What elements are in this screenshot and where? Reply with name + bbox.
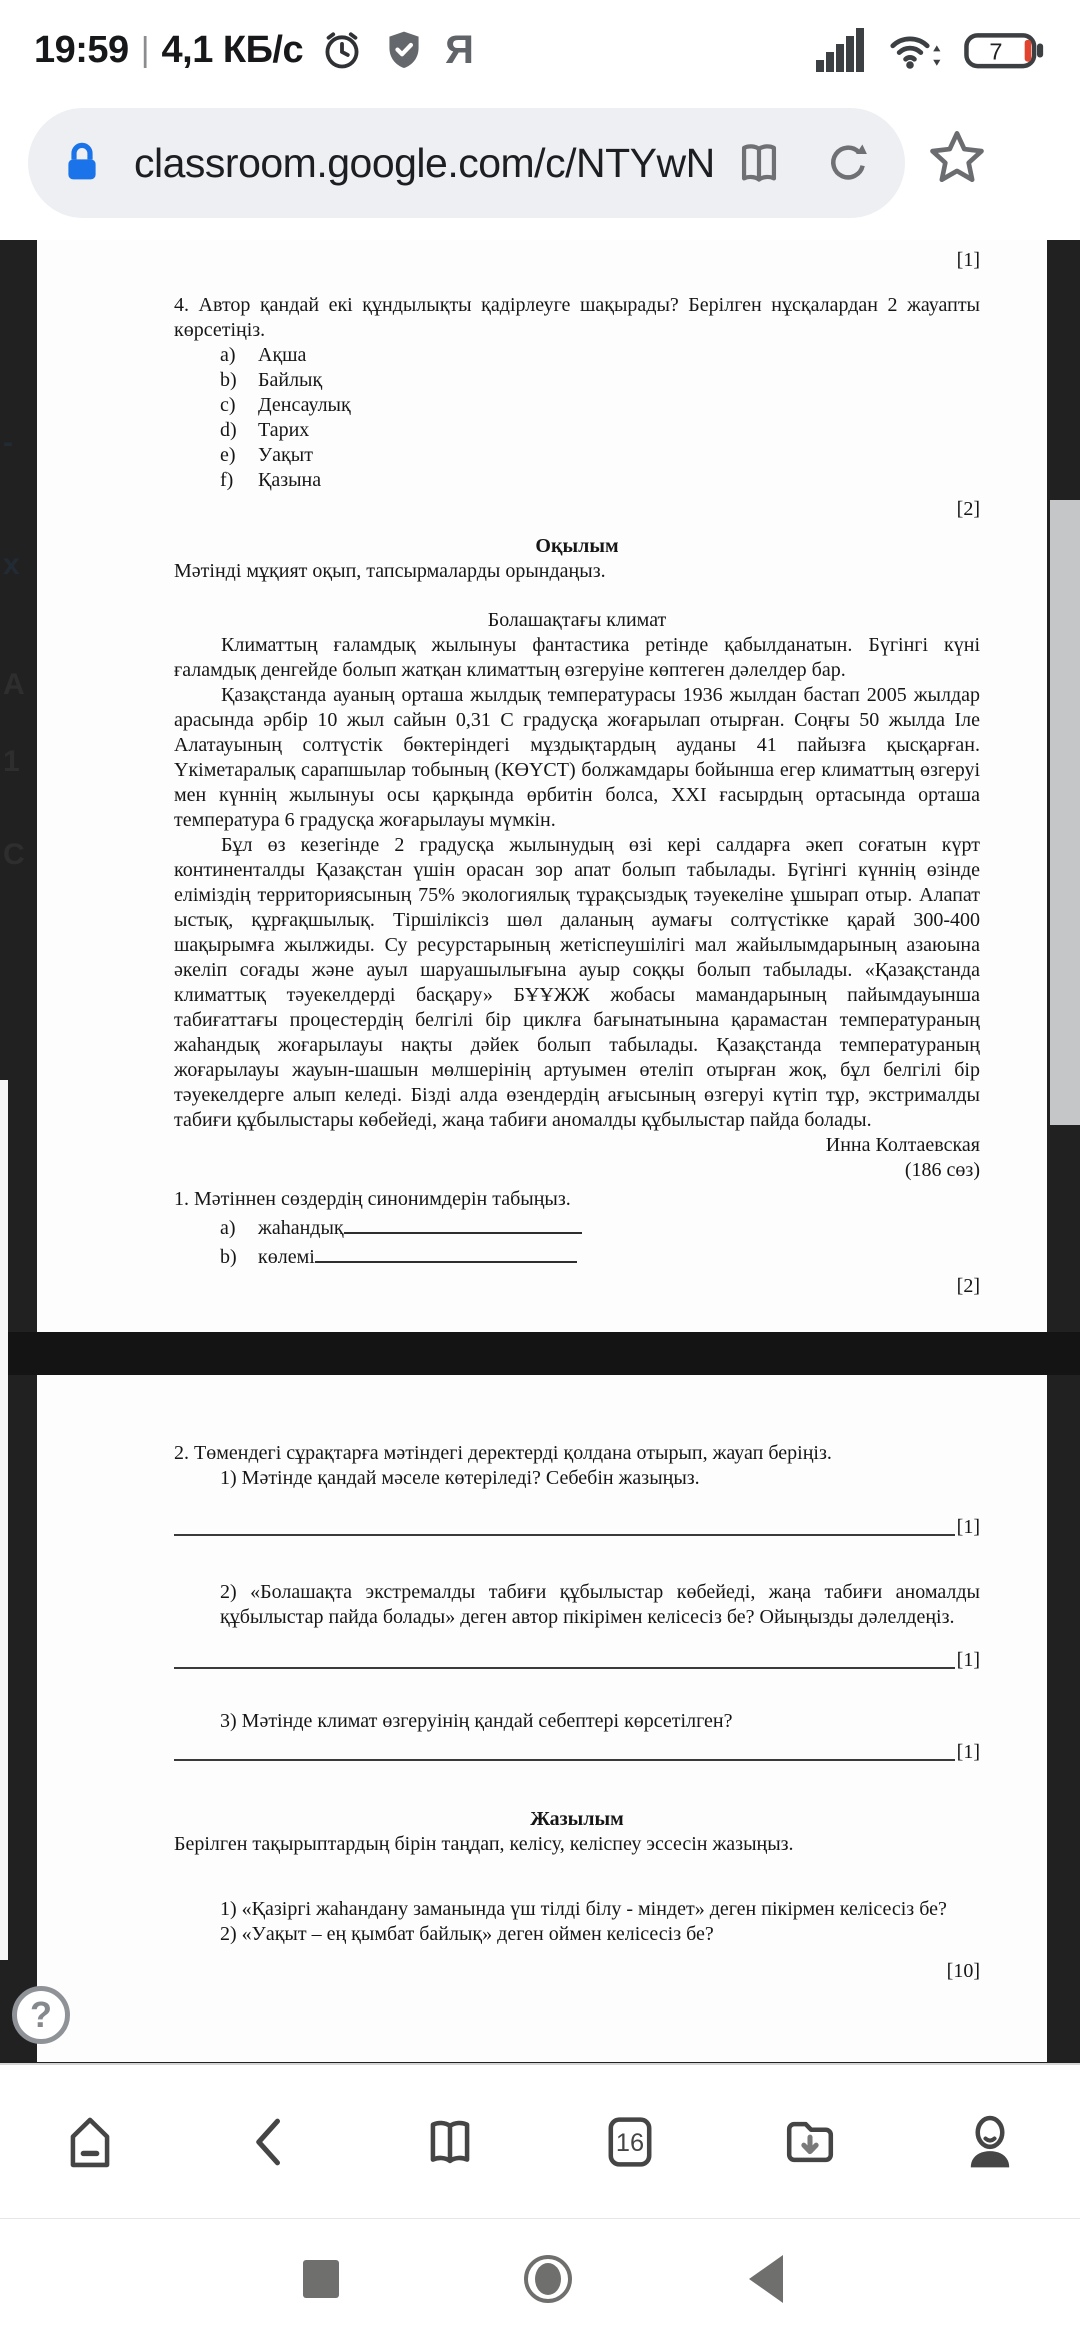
home-button-core bbox=[535, 2263, 561, 2295]
answer-blank bbox=[315, 1241, 577, 1263]
option-row bbox=[220, 468, 980, 493]
question-1-text: 1. Мәтіннен сөздердің синонимдерін табыңыз. bbox=[174, 1188, 571, 1210]
answer-line bbox=[174, 1515, 980, 1540]
score-mark: [1] bbox=[956, 1516, 980, 1538]
home-icon bbox=[58, 2110, 122, 2174]
profile-icon bbox=[958, 2110, 1022, 2174]
question-4-options bbox=[220, 343, 980, 493]
edge-artifact: - bbox=[3, 426, 13, 459]
score-mark-top: [1] bbox=[956, 249, 980, 271]
option-key: b) bbox=[220, 1246, 237, 1268]
question-2-intro: 2. Төмендегі сұрақтарға мәтіндегі деректерді қолдана отырып, жауап беріңіз. bbox=[174, 1442, 832, 1464]
answer-line bbox=[174, 1740, 980, 1765]
writing-topic-2: 2) «Уақыт – ең қымбат байлық» деген оймен келісесіз бе? bbox=[220, 1923, 714, 1945]
tab-counter-icon bbox=[598, 2110, 662, 2174]
edge-artifact: A bbox=[3, 668, 25, 701]
status-bar bbox=[0, 0, 1080, 100]
signal-strength-icon bbox=[816, 28, 868, 72]
download-folder-icon bbox=[778, 2110, 842, 2174]
option-key: d) bbox=[220, 419, 237, 441]
option-label: Қазына bbox=[258, 469, 322, 491]
yandex-app-icon: Я bbox=[445, 27, 474, 72]
text-word-count: (186 сөз) bbox=[904, 1159, 980, 1181]
score-mark-q4: [2] bbox=[956, 498, 980, 520]
document-viewport[interactable] bbox=[0, 240, 1080, 2063]
battery-indicator bbox=[964, 30, 1046, 71]
question-2-sub-2: 2) «Болашақта экстремалды табиғи құбылыстар көбейеді, жаңа табиғи аномалды құбылыстар пайда болады» деген автор пікірімен келісесіз бе? Ойыңызды дәлелдеңіз. bbox=[220, 1581, 980, 1628]
android-home-button[interactable] bbox=[524, 2255, 572, 2303]
writing-instruction: Берілген тақырыптардың бірін таңдап, келісу, келіспеу эссесін жазыңыз. bbox=[174, 1833, 794, 1855]
option-label: Уақыт bbox=[258, 444, 313, 466]
status-separator: | bbox=[140, 30, 150, 69]
option-label: көлемі bbox=[258, 1246, 315, 1268]
downloads-button[interactable] bbox=[720, 2065, 900, 2218]
profile-button[interactable] bbox=[900, 2065, 1080, 2218]
option-row bbox=[220, 443, 980, 468]
option-key: a) bbox=[220, 1217, 236, 1239]
status-right-cluster bbox=[796, 27, 1046, 73]
reading-instruction: Мәтінді мұқият оқып, тапсырмаларды орындаңыз. bbox=[174, 560, 606, 582]
writing-heading: Жазылым bbox=[530, 1808, 624, 1830]
browser-chrome-top bbox=[0, 100, 1080, 240]
reader-mode-icon[interactable] bbox=[731, 135, 787, 191]
option-key: e) bbox=[220, 444, 236, 466]
text-paragraph-2: Қазақстанда ауаның орташа жылдық температурасы 1936 жылдан бастап 2005 жылдар арасында әрбір 10 жыл сайын 0,31 С градусқа жоғарылап отырған. Соңғы 50 жылда Іле Алатауының солтүстік бөктеріндегі мұздықтардың ауданы 41 пайызға қысқарған. Үкіметаралық сарапшылар тобының (КӨҮСТ) болжамдары бойынша егер климаттың өзгеруі мен күннің жылынуы осы қарқында өрбитін болса, XXI ғасырдың ортасында орташа температура 6 градусқа жоғарылауы мүмкін. bbox=[174, 684, 980, 831]
score-mark-q1: [2] bbox=[956, 1275, 980, 1297]
document-page-2 bbox=[37, 1375, 1047, 2062]
text-title: Болашақтағы климат bbox=[487, 609, 667, 631]
option-row bbox=[220, 1212, 980, 1241]
option-key: f) bbox=[220, 469, 234, 491]
back-chevron-icon bbox=[238, 2110, 302, 2174]
option-label: жаһандық bbox=[258, 1217, 344, 1239]
wifi-icon bbox=[888, 27, 944, 73]
option-row bbox=[220, 1241, 980, 1270]
question-4-text: 4. Автор қандай екі құндылықты қадірлеуге шақырады? Берілген нұсқалардан 2 жауапты көрсетіңіз. bbox=[174, 294, 980, 341]
network-speed-text: 4,1 КБ/с bbox=[161, 28, 304, 71]
option-row bbox=[220, 368, 980, 393]
edge-artifact: x bbox=[3, 548, 20, 581]
adjacent-page-edge bbox=[0, 1080, 8, 1960]
option-label: Денсаулық bbox=[258, 394, 351, 416]
answer-rule bbox=[174, 1516, 955, 1536]
text-author: Инна Колтаевская bbox=[825, 1134, 980, 1156]
alarm-icon bbox=[319, 27, 365, 73]
open-book-icon bbox=[418, 2110, 482, 2174]
help-button[interactable] bbox=[12, 1986, 70, 2044]
help-button-label: ? bbox=[30, 1994, 52, 2035]
url-bar[interactable] bbox=[28, 108, 905, 218]
text-paragraph-1: Климаттың ғаламдық жылынуы фантастика ретінде қабылданатын. Бүгінгі күні ғаламдық денгейде болып жатқан климаттың өзгеруіне көптеген дәлелдер бар. bbox=[174, 634, 980, 681]
question-2-sub-1: 1) Мәтінде қандай мәселе көтеріледі? Себебін жазыңыз. bbox=[220, 1467, 700, 1489]
option-label: Ақша bbox=[258, 344, 307, 366]
clock-text: 19:59 bbox=[34, 28, 129, 71]
text-paragraph-3: Бұл өз кезегінде 2 градусқа жылынудың өзі кері салдарға әкеп соғатын күрт континенталды Қазақстан үшін орасан зор апат болып табылады. Бүгінгі күннің өзінде еліміздің территориясының 75% экологиялық тұрақсыздық тәуекеліне ұшырап отыр. Алапат ыстық, құрғақшылық. Тіршіліксіз шөл даланың аумағы солтүстікке қарай 300-400 шақырымға жылжиды. Су ресурстарының жетіспеушілігі мал жайылымдарының азаюына әкеліп соғады және ауыл шаруашылығына ауыр соққы болып табылады. «Қазақстанда климаттық тәуекелдерді басқару» БҰҰЖЖ жобасы мамандарының пайымдауынша табиғаттағы процестердің белгілі бір циклға бағынатынына қарамастан температураның жаһандық жоғарылауы нақты дәйек болып табылады. Қазақстанда температураның жоғарылауы жауын-шашын мөлшерінің артуымен өтеліп отырған жоқ, бұл белгілі бір тәуекелдерге алып келеді. Бізді алда өзендердің ағысының өзгеруі күтіп тұр, экстрималды табиғи құбылыстары көбейеді, жаңа табиғи аномалды құбылыстар пайда болады. bbox=[174, 834, 980, 1131]
android-back-button[interactable] bbox=[749, 2255, 783, 2303]
answer-rule bbox=[174, 1649, 955, 1669]
edge-artifact: C bbox=[3, 838, 25, 871]
url-text[interactable]: classroom.google.com/c/NTYwN bbox=[134, 139, 715, 186]
option-row bbox=[220, 418, 980, 443]
answer-line bbox=[174, 1648, 980, 1673]
back-button[interactable] bbox=[180, 2065, 360, 2218]
protect-shield-icon bbox=[381, 27, 427, 73]
document-page-1 bbox=[37, 240, 1047, 1332]
writing-topic-1: 1) «Қазіргі жаһандану заманында үш тілді білу - міндет» деген пікірмен келісесіз бе? bbox=[220, 1898, 947, 1920]
score-mark: [1] bbox=[956, 1741, 980, 1763]
scrollbar-thumb[interactable] bbox=[1050, 500, 1080, 1125]
home-tableau-button[interactable] bbox=[0, 2065, 180, 2218]
score-mark: [1] bbox=[956, 1649, 980, 1671]
option-row bbox=[220, 343, 980, 368]
option-key: c) bbox=[220, 394, 236, 416]
battery-low-fill bbox=[1025, 39, 1032, 61]
tab-count: 16 bbox=[615, 2128, 645, 2157]
lock-icon[interactable] bbox=[58, 137, 106, 189]
tabs-button[interactable] bbox=[540, 2065, 720, 2218]
option-key: b) bbox=[220, 369, 237, 391]
android-navbar bbox=[0, 2218, 1080, 2340]
refresh-icon[interactable] bbox=[821, 136, 875, 190]
page-gap bbox=[0, 1332, 1080, 1375]
bookmark-star-icon[interactable] bbox=[922, 124, 992, 194]
score-mark-writing: [10] bbox=[946, 1960, 980, 1982]
edge-artifact: 1 bbox=[3, 745, 20, 778]
battery-percent-text: 7 bbox=[989, 38, 1003, 65]
option-key: a) bbox=[220, 344, 236, 366]
answer-blank bbox=[344, 1212, 582, 1234]
browser-toolbar bbox=[0, 2063, 1080, 2218]
bookmarks-button[interactable] bbox=[360, 2065, 540, 2218]
question-2-sub-3: 3) Мәтінде климат өзгеруінің қандай себептері көрсетілген? bbox=[220, 1710, 733, 1732]
answer-rule bbox=[174, 1741, 955, 1761]
reading-heading: Оқылым bbox=[535, 535, 619, 557]
option-label: Тарих bbox=[258, 419, 310, 441]
option-row bbox=[220, 393, 980, 418]
question-1-options bbox=[220, 1212, 980, 1270]
option-label: Байлық bbox=[258, 369, 323, 391]
recents-button[interactable] bbox=[303, 2260, 339, 2298]
